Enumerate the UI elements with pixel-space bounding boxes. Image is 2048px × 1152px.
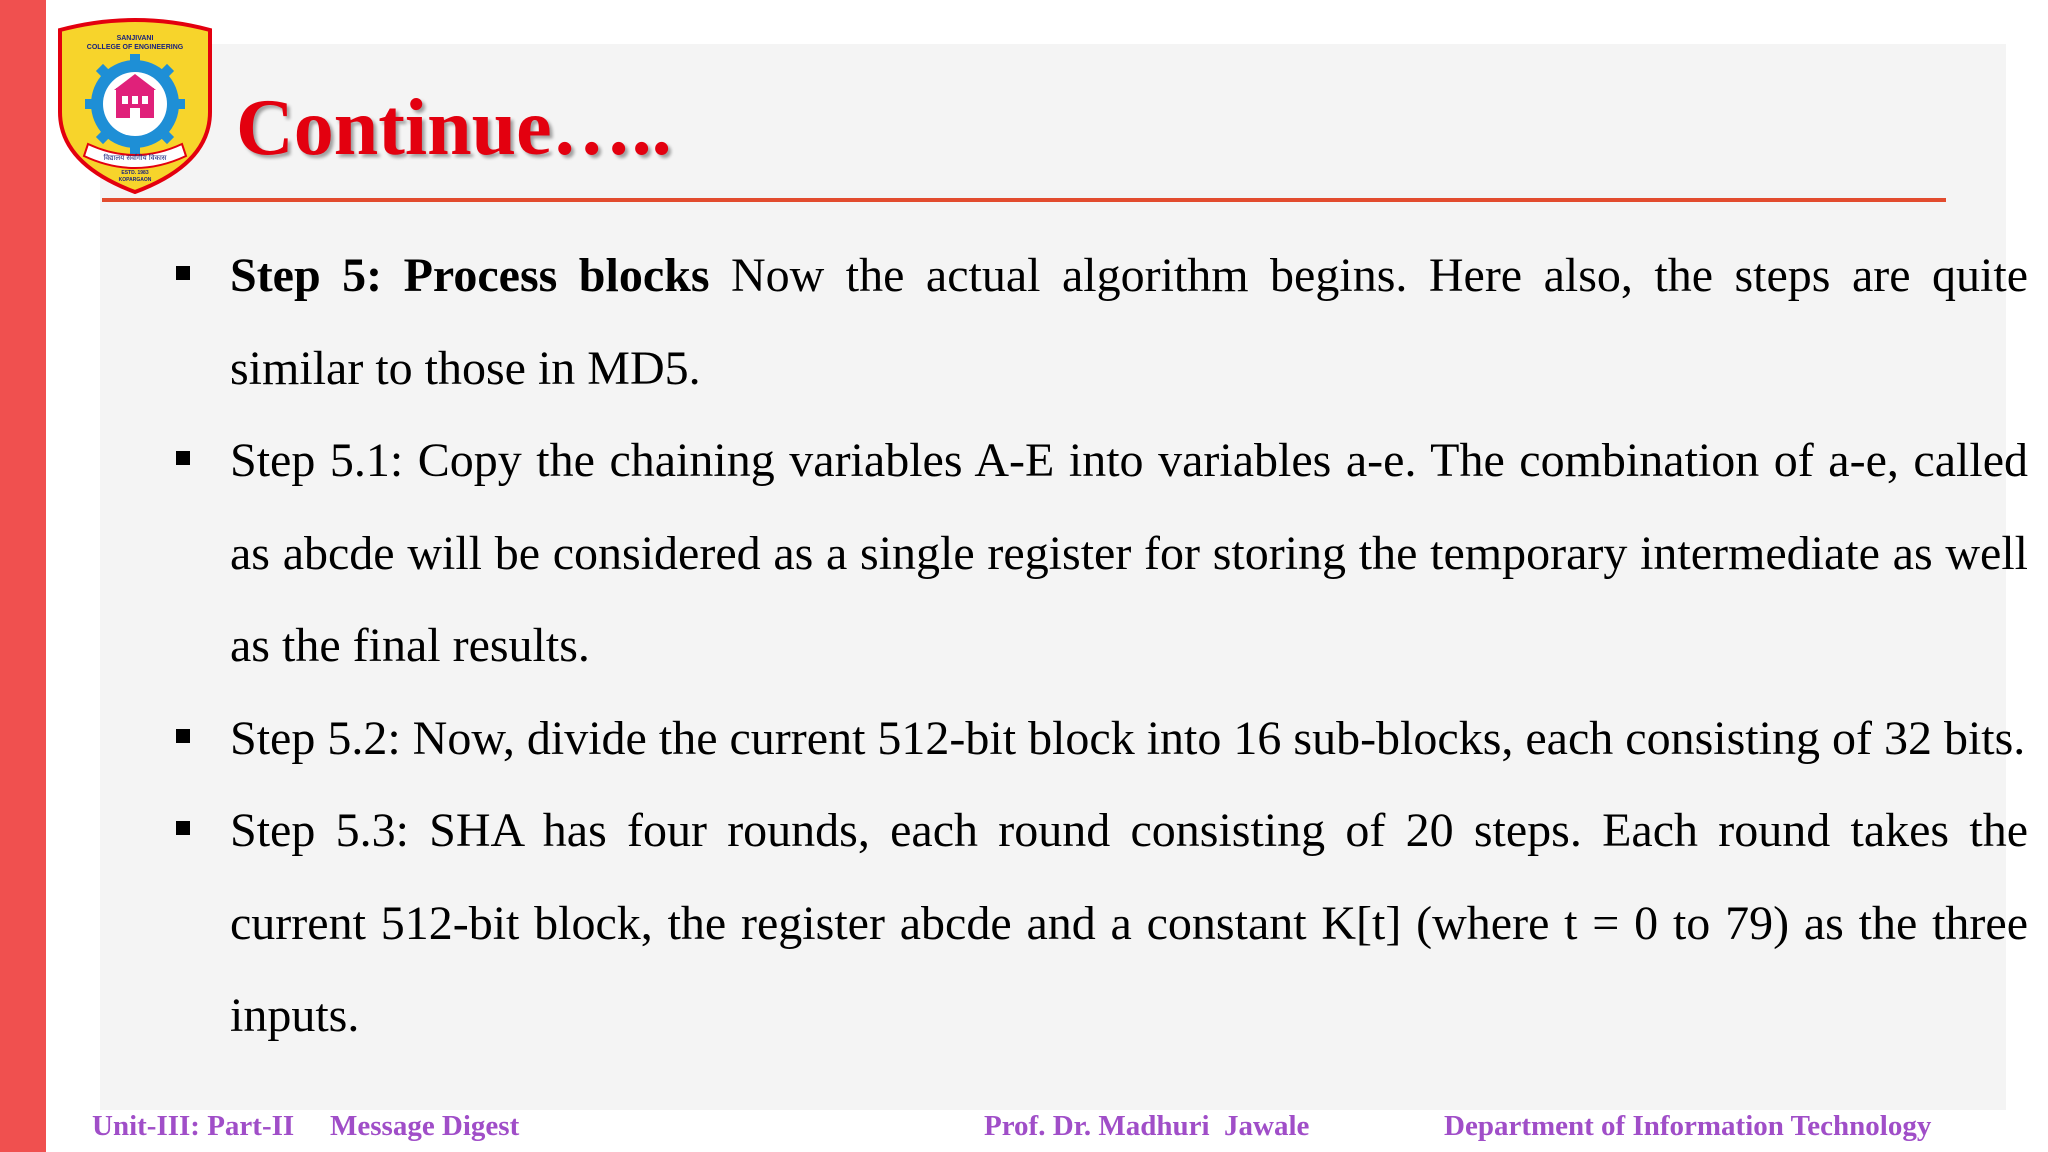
left-accent-bar [0,0,46,1152]
bullet-step-5-1 [168,415,2028,693]
footer-topic: Message Digest [330,1110,520,1142]
slide-title: Continue….. [236,84,672,172]
bullet-square-icon [176,821,190,835]
bullet-step-5 [168,230,2028,415]
title-divider [102,198,1946,202]
bullet-text: Step 5.3: SHA has four rounds, each round consisting of 20 steps. Each round takes the current 512-bit block, the register abcde and a constant K[t] (where t = 0 to 79) as the three inputs. [230,804,2028,1042]
bullet-lead: Step 5: Process blocks [230,249,710,302]
svg-text:COLLEGE OF ENGINEERING: COLLEGE OF ENGINEERING [86,44,184,51]
svg-text:SANJIVANI: SANJIVANI [116,35,154,42]
bullet-list [168,230,2028,1063]
bullet-text: Now the actual algorithm begins. Here also, the steps are quite similar to those in MD5. [230,249,2028,395]
svg-text:विद्यालय सर्वांगीय विकास: विद्यालय सर्वांगीय विकास [103,154,167,162]
bullet-square-icon [176,266,190,280]
svg-text:ESTD. 1983: ESTD. 1983 [121,170,149,176]
bullet-square-icon [176,729,190,743]
bullet-text: Step 5.2: Now, divide the current 512-bit block into 16 sub-blocks, each consisting of 32 bits. [230,711,2026,765]
svg-text:KOPARGAON: KOPARGAON [118,177,152,183]
footer-unit: Unit-III: Part-II [92,1110,295,1142]
slide-footer [0,1108,2048,1148]
footer-author: Prof. Dr. Madhuri Jawale [984,1110,1310,1142]
bullet-step-5-2 [168,693,2028,786]
bullet-text: Step 5.1: Copy the chaining variables A-E into variables a-e. The combination of a-e, called as abcde will be considered as a single register for storing the temporary intermediate as well as the final results. [230,434,2028,672]
college-logo [54,16,216,194]
footer-department: Department of Information Technology [1444,1110,1932,1142]
bullet-step-5-3 [168,785,2028,1063]
bullet-square-icon [176,451,190,465]
